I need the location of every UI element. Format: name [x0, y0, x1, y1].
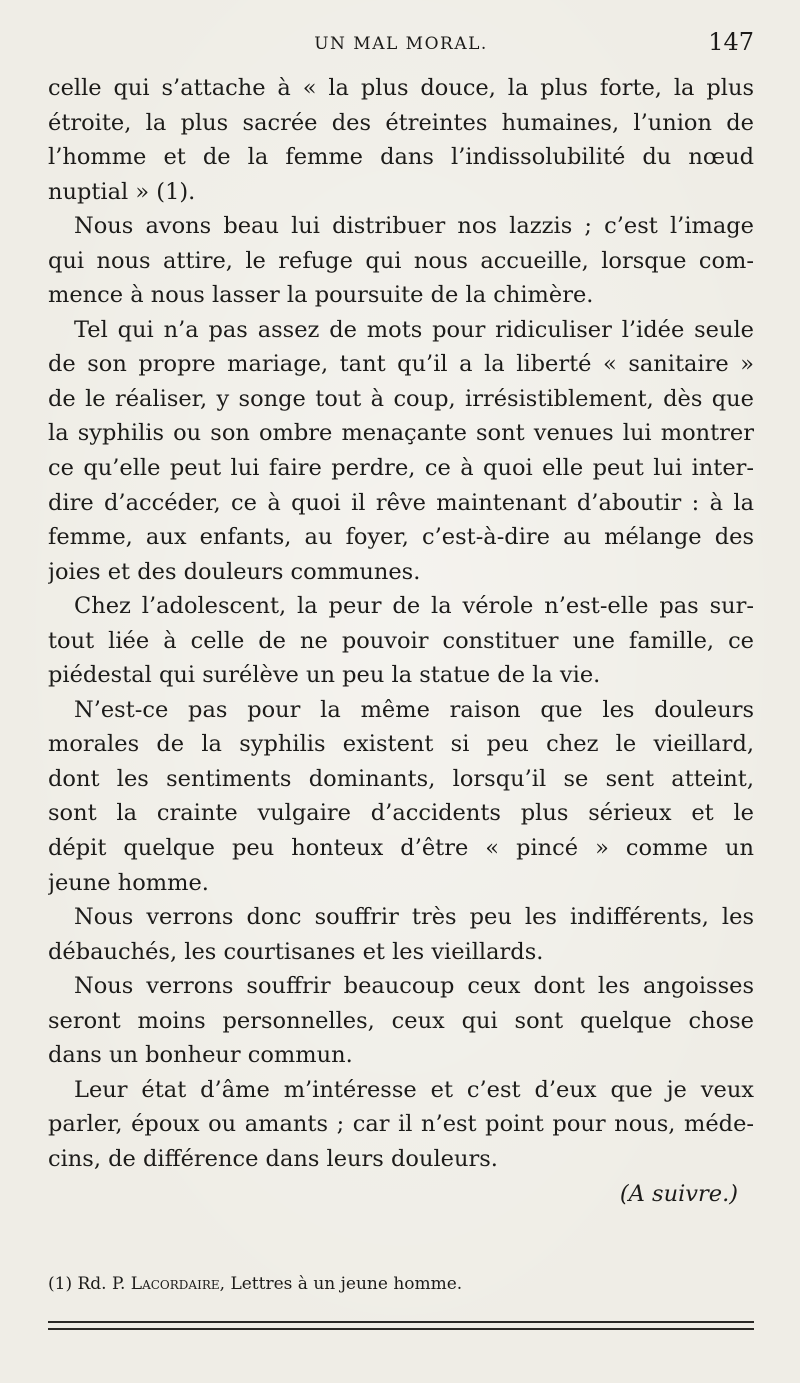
text-line: étroite, la plus sacrée des étreintes humaines, l’union de	[48, 109, 754, 136]
footnote-prefix: Rd. P.	[77, 1274, 126, 1294]
text-line: morales de la syphilis existent si peu chez le vieillard,	[48, 731, 754, 758]
text-line: Nous verrons donc souffrir très peu les indifférents, les	[74, 904, 754, 931]
text-line: Nous verrons souffrir beaucoup ceux dont les angoisses	[74, 973, 754, 1000]
text-line: de son propre mariage, tant qu’il a la liberté « sanitaire »	[48, 351, 754, 378]
text-line: dépit quelque peu honteux d’être « pincé » comme un	[48, 835, 754, 862]
text-line: de le réaliser, y songe tout à coup, irrésistiblement, dès que	[48, 385, 754, 412]
text-line: nuptial » (1).	[48, 178, 196, 205]
text-line: cins, de différence dans leurs douleurs.	[48, 1145, 498, 1172]
text-line: débauchés, les courtisanes et les vieillards.	[48, 938, 544, 965]
text-line: sont la crainte vulgaire d’accidents plus sérieux et le	[48, 800, 754, 827]
text-line: joies et des douleurs communes.	[48, 558, 421, 585]
to-be-continued	[48, 1177, 754, 1212]
bottom-rule-top	[48, 1321, 754, 1323]
text-line: Tel qui n’a pas assez de mots pour ridiculiser l’idée seule	[74, 316, 754, 343]
footnote-author: Lacordaire,	[130, 1274, 226, 1294]
text-line: dans un bonheur commun.	[48, 1042, 353, 1069]
body-text	[48, 71, 754, 1211]
text-line: Leur état d’âme m’intéresse et c’est d’eux que je veux	[74, 1076, 754, 1103]
text-line: N’est-ce pas pour la même raison que les douleurs	[74, 696, 754, 723]
text-line: l’homme et de la femme dans l’indissolubilité du nœud	[48, 144, 754, 171]
text-line: Chez l’adolescent, la peur de la vérole n’est-elle pas sur-	[74, 593, 754, 620]
bottom-rule-bottom	[48, 1328, 754, 1330]
closing-note: (A suivre.)	[619, 1180, 738, 1207]
text-line: ce qu’elle peut lui faire perdre, ce à quoi elle peut lui inter-	[48, 455, 754, 482]
footnote-marker: (1)	[48, 1274, 73, 1294]
running-title: UN MAL MORAL.	[314, 34, 488, 54]
text-line: jeune homme.	[48, 869, 209, 896]
text-line: tout liée à celle de ne pouvoir constituer une famille, ce	[48, 627, 754, 654]
text-line: qui nous attire, le refuge qui nous accueille, lorsque com-	[48, 247, 754, 274]
text-line: celle qui s’attache à « la plus douce, la plus forte, la plus	[48, 75, 754, 101]
text-line: la syphilis ou son ombre menaçante sont venues lui montrer	[48, 420, 754, 447]
text-line: piédestal qui surélève un peu la statue de la vie.	[48, 662, 601, 689]
footnote	[48, 1272, 462, 1296]
page-number: 147	[708, 28, 754, 56]
page-header	[48, 28, 754, 62]
text-line: dire d’accéder, ce à quoi il rêve maintenant d’aboutir : à la	[48, 489, 754, 516]
text-line: seront moins personnelles, ceux qui sont quelque chose	[48, 1007, 754, 1034]
text-line: femme, aux enfants, au foyer, c’est-à-dire au mélange des	[48, 524, 754, 551]
text-line: mence à nous lasser la poursuite de la chimère.	[48, 282, 594, 309]
text-line: parler, époux ou amants ; car il n’est point pour nous, méde-	[48, 1111, 754, 1138]
footnote-title: Lettres à un jeune homme.	[230, 1274, 463, 1294]
text-line: dont les sentiments dominants, lorsqu’il se sent atteint,	[48, 765, 754, 792]
text-line: Nous avons beau lui distribuer nos lazzis ; c’est l’image	[74, 213, 754, 240]
